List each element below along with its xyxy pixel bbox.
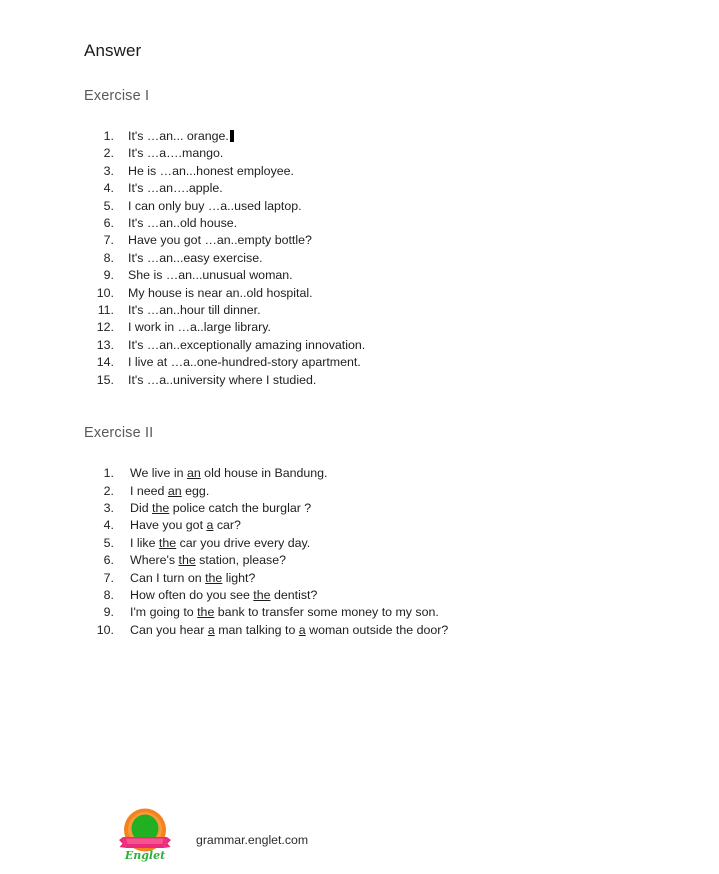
list-item-text: It's …an... orange. bbox=[128, 129, 229, 143]
list-item bbox=[84, 145, 644, 162]
list-item bbox=[84, 372, 644, 389]
list-item-text: I need an egg. bbox=[130, 483, 210, 498]
list-item bbox=[84, 570, 644, 587]
page-title: Answer bbox=[84, 41, 142, 60]
list-item-number: 10. bbox=[96, 622, 114, 637]
list-item-text: It's …an..old house. bbox=[128, 216, 238, 231]
list-item bbox=[84, 163, 644, 180]
list-item-number: 5. bbox=[103, 198, 114, 213]
list-item-text: I can only buy …a..used laptop. bbox=[128, 198, 302, 213]
list-item-text: It's …an….apple. bbox=[128, 181, 223, 196]
list-item-text: Have you got …an..empty bottle? bbox=[128, 233, 312, 248]
list-item bbox=[84, 465, 644, 482]
list-item-text: Can you hear a man talking to a woman outside the door? bbox=[130, 622, 449, 637]
underlined-article: an bbox=[186, 466, 201, 481]
list-item bbox=[84, 180, 644, 197]
englet-wordmark: Englet bbox=[124, 849, 166, 862]
underlined-article: the bbox=[253, 587, 271, 602]
list-item-number: 9. bbox=[103, 268, 114, 283]
list-item-number: 6. bbox=[103, 553, 114, 568]
list-item bbox=[84, 250, 644, 267]
list-item-number: 11. bbox=[97, 303, 114, 318]
list-item-number: 7. bbox=[103, 570, 114, 585]
section-heading-exercise-1: Exercise I bbox=[84, 88, 150, 104]
underlined-article: the bbox=[178, 553, 196, 568]
list-item-text: My house is near an..old hospital. bbox=[128, 285, 313, 300]
list-item-text: He is …an...honest employee. bbox=[128, 163, 294, 178]
list-item-number: 3. bbox=[103, 163, 114, 178]
list-item-number: 14. bbox=[96, 355, 114, 370]
spacer bbox=[84, 389, 644, 423]
list-item-text: It's …a..university where I studied. bbox=[128, 372, 317, 387]
list-item-text: It's …an..exceptionally amazing innovation. bbox=[128, 337, 366, 352]
list-item-text: It's …an..hour till dinner. bbox=[128, 303, 261, 318]
underlined-article: a bbox=[207, 622, 215, 637]
list-item bbox=[84, 198, 644, 215]
footer-website-url: grammar.englet.com bbox=[196, 833, 309, 847]
spacer bbox=[84, 62, 644, 86]
list-item bbox=[84, 535, 644, 552]
list-item bbox=[84, 337, 644, 354]
list-item-text: It's …a….mango. bbox=[128, 146, 224, 161]
list-item-number: 2. bbox=[103, 146, 114, 161]
list-item-number: 7. bbox=[103, 233, 114, 248]
section-heading-exercise-2: Exercise II bbox=[84, 425, 154, 442]
list-item-number: 4. bbox=[103, 181, 114, 196]
list-item bbox=[84, 552, 644, 569]
underlined-article: the bbox=[197, 605, 215, 620]
list-item-text: I like the car you drive every day. bbox=[130, 535, 311, 550]
underlined-article: the bbox=[158, 535, 177, 550]
list-item-number: 13. bbox=[96, 337, 114, 352]
list-item-text: How often do you see the dentist? bbox=[130, 587, 318, 602]
spacer bbox=[84, 106, 644, 128]
englet-logo-icon bbox=[119, 806, 171, 862]
underlined-article: a bbox=[298, 622, 306, 637]
list-item bbox=[84, 500, 644, 517]
list-item-text: I'm going to the bank to transfer some money to my son. bbox=[130, 605, 439, 620]
text-cursor bbox=[230, 130, 234, 142]
list-item bbox=[84, 517, 644, 534]
list-item-number: 6. bbox=[103, 216, 114, 231]
list-item bbox=[84, 215, 644, 232]
list-item-number: 9. bbox=[103, 605, 114, 620]
exercise-2-answer-list bbox=[84, 465, 644, 639]
list-item-text: Have you got a car? bbox=[130, 518, 241, 533]
list-item-number: 2. bbox=[103, 483, 114, 498]
exercise-1-answer-list bbox=[84, 128, 644, 389]
page-footer bbox=[84, 804, 644, 866]
list-item-number: 8. bbox=[103, 587, 114, 602]
list-item bbox=[84, 128, 644, 145]
list-item bbox=[84, 622, 644, 639]
underlined-article: a bbox=[206, 518, 214, 533]
list-item bbox=[84, 587, 644, 604]
list-item bbox=[84, 604, 644, 621]
document-body bbox=[84, 40, 644, 639]
list-item bbox=[84, 302, 644, 319]
list-item-number: 1. bbox=[103, 466, 114, 481]
list-item bbox=[84, 483, 644, 500]
underlined-article: the bbox=[152, 500, 170, 515]
list-item-number: 1. bbox=[103, 129, 114, 143]
list-item-number: 5. bbox=[103, 535, 114, 550]
list-item-number: 12. bbox=[96, 320, 114, 335]
underlined-article: the bbox=[205, 570, 223, 585]
list-item-number: 4. bbox=[103, 518, 114, 533]
spacer bbox=[84, 443, 644, 465]
list-item bbox=[84, 232, 644, 249]
list-item-text: It's …an...easy exercise. bbox=[128, 250, 263, 265]
list-item bbox=[84, 319, 644, 336]
list-item-text: She is …an...unusual woman. bbox=[128, 268, 293, 283]
list-item-text: I work in …a..large library. bbox=[128, 320, 271, 335]
list-item-number: 8. bbox=[103, 250, 114, 265]
list-item-number: 3. bbox=[103, 500, 114, 515]
list-item-text: We live in an old house in Bandung. bbox=[130, 466, 328, 481]
list-item bbox=[84, 285, 644, 302]
list-item-text: Can I turn on the light? bbox=[130, 570, 256, 585]
englet-logo bbox=[119, 806, 171, 862]
list-item bbox=[84, 267, 644, 284]
list-item-text: I live at …a..one-hundred-story apartment. bbox=[128, 355, 361, 370]
underlined-article: an bbox=[167, 483, 182, 498]
list-item bbox=[84, 354, 644, 371]
list-item-text: Where's the station, please? bbox=[130, 553, 286, 568]
list-item-number: 15. bbox=[96, 372, 114, 387]
list-item-number: 10. bbox=[96, 285, 114, 300]
list-item-text: Did the police catch the burglar ? bbox=[130, 500, 312, 515]
